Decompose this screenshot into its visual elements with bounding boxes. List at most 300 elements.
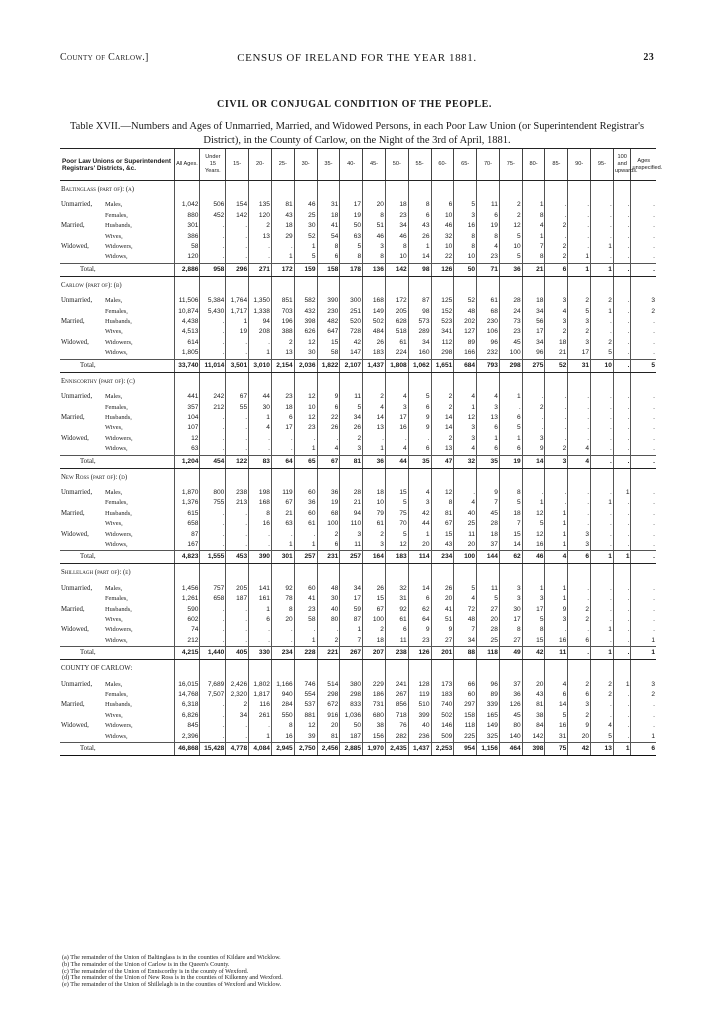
total-cell: 50 (454, 263, 477, 276)
empty-cell (545, 564, 568, 579)
data-cell: 59 (340, 605, 363, 615)
data-cell: 6 (499, 444, 522, 455)
total-cell: 1,204 (174, 455, 200, 468)
total-cell: 47 (431, 455, 454, 468)
data-cell: 61 (363, 519, 386, 529)
data-cell: . (591, 711, 614, 721)
total-cell: 238 (385, 647, 408, 660)
total-cell: 296 (226, 263, 249, 276)
total-cell: 35 (477, 455, 500, 468)
data-cell: . (545, 200, 568, 210)
data-cell: 26 (408, 232, 431, 242)
empty-cell (613, 564, 631, 579)
data-cell: 60 (294, 584, 317, 594)
column-header: 85- (545, 149, 568, 181)
data-cell: . (568, 403, 591, 413)
total-cell: 49 (499, 647, 522, 660)
row-sex: Females, (105, 595, 128, 603)
row-group: Widowed, (61, 722, 89, 730)
data-cell: 2 (631, 690, 656, 700)
empty-cell (591, 181, 614, 196)
data-cell: 8 (522, 211, 545, 221)
data-cell: 208 (249, 327, 272, 337)
data-cell: 757 (200, 584, 226, 594)
data-cell: 6 (477, 211, 500, 221)
data-cell: 41 (317, 221, 340, 231)
data-cell: 12 (499, 221, 522, 231)
data-cell: . (568, 200, 591, 210)
data-cell: . (522, 423, 545, 433)
row-sex: Wives, (105, 520, 123, 528)
total-cell: 1 (591, 647, 614, 660)
total-cell: 1 (631, 647, 656, 660)
data-cell: 13 (431, 444, 454, 455)
data-cell: 1 (271, 252, 294, 263)
data-cell: 11 (385, 636, 408, 647)
data-cell: 3 (522, 434, 545, 444)
total-cell: 464 (499, 743, 522, 756)
data-cell: 1 (545, 519, 568, 529)
data-cell: 14 (545, 700, 568, 710)
empty-cell (363, 181, 386, 196)
data-cell: . (568, 509, 591, 519)
data-cell: 25 (477, 636, 500, 647)
data-cell: . (226, 423, 249, 433)
data-cell: 23 (271, 392, 294, 402)
data-cell: . (591, 519, 614, 529)
data-cell: . (226, 434, 249, 444)
data-cell: . (545, 423, 568, 433)
data-cell: 16 (271, 732, 294, 743)
table-row (60, 700, 656, 710)
data-cell: 2,426 (226, 680, 249, 690)
empty-cell (408, 372, 431, 387)
data-cell: 68 (477, 307, 500, 317)
empty-cell (385, 468, 408, 483)
total-cell: 64 (271, 455, 294, 468)
data-cell: 20 (317, 721, 340, 731)
data-cell: 590 (174, 605, 200, 615)
data-cell: 12 (294, 721, 317, 731)
total-cell: 954 (454, 743, 477, 756)
data-cell: 212 (174, 636, 200, 647)
row-sex: Husbands, (105, 413, 132, 421)
data-cell: . (249, 252, 272, 263)
data-cell: 550 (271, 711, 294, 721)
data-cell: 31 (317, 200, 340, 210)
empty-cell (613, 660, 631, 675)
data-cell: 15 (317, 338, 340, 348)
total-label: Total, (60, 551, 174, 564)
empty-cell (294, 468, 317, 483)
data-cell: 74 (174, 625, 200, 635)
data-cell: . (613, 540, 631, 551)
data-cell: 833 (340, 700, 363, 710)
table-row (60, 711, 656, 721)
data-cell: 5 (385, 498, 408, 508)
data-cell: . (249, 625, 272, 635)
data-cell: . (613, 700, 631, 710)
data-cell: 8 (499, 625, 522, 635)
total-cell: 4,778 (226, 743, 249, 756)
data-cell: 5 (499, 232, 522, 242)
data-cell: 2 (568, 680, 591, 690)
total-cell: 32 (454, 455, 477, 468)
data-cell: 1 (249, 605, 272, 615)
data-cell: 8 (477, 232, 500, 242)
data-cell: 68 (317, 509, 340, 519)
data-cell: 2 (568, 711, 591, 721)
total-cell: 126 (408, 647, 431, 660)
data-cell: 8 (249, 509, 272, 519)
empty-cell (363, 564, 386, 579)
data-cell: . (613, 732, 631, 743)
empty-cell (454, 564, 477, 579)
data-cell: . (226, 413, 249, 423)
data-cell: 1 (591, 498, 614, 508)
data-cell: 19 (226, 327, 249, 337)
data-cell: 1 (271, 540, 294, 551)
row-label (60, 232, 174, 242)
data-cell: . (568, 594, 591, 604)
data-cell: . (613, 252, 631, 263)
data-cell: 10 (431, 242, 454, 252)
data-cell: 63 (271, 519, 294, 529)
data-cell: 6 (408, 444, 431, 455)
data-cell: 7 (522, 242, 545, 252)
data-cell: 2 (317, 636, 340, 647)
data-cell: 36 (294, 498, 317, 508)
total-cell: 42 (522, 647, 545, 660)
data-cell: 3 (568, 317, 591, 327)
data-cell: 916 (317, 711, 340, 721)
data-cell: 2 (568, 327, 591, 337)
data-cell: 1 (591, 307, 614, 317)
data-cell: 50 (340, 721, 363, 731)
empty-cell (385, 660, 408, 675)
total-cell: 178 (340, 263, 363, 276)
data-cell: . (631, 615, 656, 625)
data-cell: . (249, 721, 272, 731)
empty-cell (591, 372, 614, 387)
data-cell: . (545, 488, 568, 498)
total-cell: . (613, 455, 631, 468)
data-cell: 3 (499, 584, 522, 594)
empty-cell (317, 660, 340, 675)
data-cell: 23 (408, 636, 431, 647)
empty-cell (200, 660, 226, 675)
total-cell: 3 (545, 455, 568, 468)
data-cell: 19 (477, 221, 500, 231)
data-cell: . (200, 327, 226, 337)
row-group: Widowed, (61, 530, 89, 538)
data-cell: 81 (522, 700, 545, 710)
data-cell: 7 (499, 519, 522, 529)
data-cell: 61 (385, 615, 408, 625)
data-cell: 9 (408, 423, 431, 433)
empty-cell (408, 660, 431, 675)
data-cell: . (631, 711, 656, 721)
data-cell: 30 (294, 348, 317, 359)
data-cell: 647 (317, 327, 340, 337)
total-cell: 684 (454, 359, 477, 372)
data-cell: . (613, 211, 631, 221)
data-cell: 14 (499, 540, 522, 551)
data-cell: 225 (454, 732, 477, 743)
data-cell: 242 (200, 392, 226, 402)
data-cell: . (631, 444, 656, 455)
empty-cell (568, 564, 591, 579)
data-cell: 43 (271, 211, 294, 221)
data-cell: . (226, 338, 249, 348)
data-cell: 1 (294, 636, 317, 647)
data-cell: 11 (477, 584, 500, 594)
data-cell: 2 (591, 690, 614, 700)
data-cell: 21 (340, 498, 363, 508)
empty-cell (363, 276, 386, 291)
data-cell: . (545, 403, 568, 413)
data-cell: 3 (454, 423, 477, 433)
total-cell: . (568, 647, 591, 660)
total-row (60, 263, 656, 276)
data-cell: 17 (340, 594, 363, 604)
data-cell: 5 (477, 594, 500, 604)
running-head (60, 52, 654, 66)
data-cell: 5 (385, 530, 408, 540)
data-cell: 9 (408, 625, 431, 635)
data-cell: 94 (340, 509, 363, 519)
empty-cell (249, 372, 272, 387)
data-cell: 40 (317, 605, 340, 615)
row-sex: Females, (105, 403, 128, 411)
data-cell: . (568, 232, 591, 242)
data-cell: . (226, 636, 249, 647)
data-cell: 6 (568, 636, 591, 647)
total-cell: 257 (340, 551, 363, 564)
row-sex: Wives, (105, 711, 123, 719)
data-cell: 1 (631, 732, 656, 743)
data-cell: . (613, 296, 631, 306)
data-cell: 52 (454, 296, 477, 306)
data-cell: 78 (271, 594, 294, 604)
data-cell: 14,768 (174, 690, 200, 700)
data-cell: 856 (385, 700, 408, 710)
data-cell: . (613, 615, 631, 625)
data-cell: . (631, 327, 656, 337)
column-header: 80- (522, 149, 545, 181)
data-cell: 202 (454, 317, 477, 327)
data-cell: 3 (568, 530, 591, 540)
total-cell: 330 (249, 647, 272, 660)
total-label: Total, (60, 359, 174, 372)
data-cell: 34 (340, 584, 363, 594)
total-cell: 126 (431, 263, 454, 276)
column-header: 95- (591, 149, 614, 181)
data-cell: 205 (226, 584, 249, 594)
total-row (60, 743, 656, 756)
data-cell: 34 (522, 307, 545, 317)
data-cell: 23 (294, 423, 317, 433)
table-row (60, 242, 656, 252)
data-cell: . (631, 242, 656, 252)
total-cell: 207 (363, 647, 386, 660)
empty-cell (477, 468, 500, 483)
data-cell: . (613, 498, 631, 508)
empty-cell (477, 564, 500, 579)
data-cell: 1,717 (226, 307, 249, 317)
data-cell: 2 (340, 434, 363, 444)
data-cell: . (226, 732, 249, 743)
data-cell: 845 (174, 721, 200, 731)
empty-cell (317, 276, 340, 291)
data-cell: . (226, 509, 249, 519)
data-cell: 41 (294, 594, 317, 604)
data-cell: . (631, 338, 656, 348)
data-cell: 8 (454, 242, 477, 252)
table-row (60, 317, 656, 327)
data-cell: 6 (477, 444, 500, 455)
total-cell: 4,084 (249, 743, 272, 756)
data-cell: 18 (545, 338, 568, 348)
data-cell: . (317, 625, 340, 635)
empty-cell (613, 181, 631, 196)
empty-cell (174, 564, 200, 579)
data-cell: . (249, 444, 272, 455)
total-cell: 271 (249, 263, 272, 276)
empty-cell (200, 372, 226, 387)
data-cell: 119 (271, 488, 294, 498)
total-label: Total, (60, 455, 174, 468)
data-cell: 2 (431, 434, 454, 444)
data-cell: . (591, 594, 614, 604)
data-cell: 4 (363, 403, 386, 413)
data-cell: . (631, 594, 656, 604)
empty-cell (317, 181, 340, 196)
block-title-row (60, 372, 656, 387)
data-cell: 73 (499, 317, 522, 327)
data-cell: 9 (477, 488, 500, 498)
table-row (60, 444, 656, 455)
data-cell: 2 (363, 392, 386, 402)
data-cell: 728 (340, 327, 363, 337)
data-cell: . (613, 690, 631, 700)
data-cell: . (613, 605, 631, 615)
data-cell: 89 (477, 690, 500, 700)
data-cell: 167 (174, 540, 200, 551)
empty-cell (477, 372, 500, 387)
data-cell: . (200, 434, 226, 444)
empty-cell (317, 468, 340, 483)
data-cell: 224 (385, 348, 408, 359)
data-cell: 30 (294, 221, 317, 231)
total-label: Total, (60, 263, 174, 276)
data-cell: 100 (317, 519, 340, 529)
data-cell: 5 (408, 392, 431, 402)
total-cell: 1 (568, 263, 591, 276)
data-cell: . (522, 392, 545, 402)
total-cell: 14 (522, 455, 545, 468)
column-header: 65- (454, 149, 477, 181)
data-cell: . (613, 392, 631, 402)
total-cell: 1 (613, 551, 631, 564)
empty-cell (408, 181, 431, 196)
total-cell: 33,740 (174, 359, 200, 372)
data-cell: 9 (522, 444, 545, 455)
row-sex: Males, (105, 680, 123, 688)
data-cell: . (631, 317, 656, 327)
empty-cell (522, 468, 545, 483)
block-title: New Ross (part of): (d) (61, 473, 128, 481)
row-sex: Widows, (105, 349, 128, 357)
data-cell: 11 (340, 540, 363, 551)
total-cell: 35 (408, 455, 431, 468)
data-cell: 1 (591, 625, 614, 635)
empty-cell (226, 372, 249, 387)
data-cell: 1 (631, 636, 656, 647)
row-sex: Widowers, (105, 722, 133, 730)
total-cell: . (631, 263, 656, 276)
data-cell: 518 (385, 327, 408, 337)
total-label: Total, (60, 647, 174, 660)
empty-cell (631, 181, 656, 196)
data-cell: . (591, 605, 614, 615)
total-cell: 1,555 (200, 551, 226, 564)
total-cell: 1,808 (385, 359, 408, 372)
empty-cell (454, 276, 477, 291)
total-cell: 100 (454, 551, 477, 564)
total-row (60, 647, 656, 660)
block-title-row (60, 276, 656, 291)
table-row (60, 530, 656, 540)
total-cell: 1,156 (477, 743, 500, 756)
data-cell: 45 (499, 338, 522, 348)
data-cell: 229 (363, 680, 386, 690)
data-cell: 12 (385, 540, 408, 551)
empty-cell (522, 372, 545, 387)
empty-cell (431, 660, 454, 675)
data-cell: . (613, 434, 631, 444)
column-header: Ages unspecified. (631, 149, 656, 181)
data-cell: 12 (431, 488, 454, 498)
table-row (60, 540, 656, 551)
data-cell: 18 (363, 636, 386, 647)
data-cell: 30 (317, 594, 340, 604)
data-cell: 28 (477, 625, 500, 635)
data-cell: 1,456 (174, 584, 200, 594)
data-cell: . (200, 221, 226, 231)
data-cell: 20 (363, 200, 386, 210)
data-cell: 357 (174, 403, 200, 413)
data-cell: . (591, 434, 614, 444)
data-cell: . (613, 636, 631, 647)
data-cell: 92 (271, 584, 294, 594)
data-cell: 680 (363, 711, 386, 721)
empty-cell (363, 660, 386, 675)
data-cell: 16 (545, 721, 568, 731)
data-cell: 120 (174, 252, 200, 263)
data-cell: 18 (477, 530, 500, 540)
data-cell: . (613, 625, 631, 635)
table-header-row (60, 149, 656, 181)
data-cell: 3 (340, 444, 363, 455)
total-cell: 46,868 (174, 743, 200, 756)
data-cell: 940 (271, 690, 294, 700)
data-cell: 14 (408, 252, 431, 263)
data-cell: 6 (249, 615, 272, 625)
empty-cell (271, 468, 294, 483)
table-row (60, 327, 656, 337)
data-cell: . (613, 327, 631, 337)
